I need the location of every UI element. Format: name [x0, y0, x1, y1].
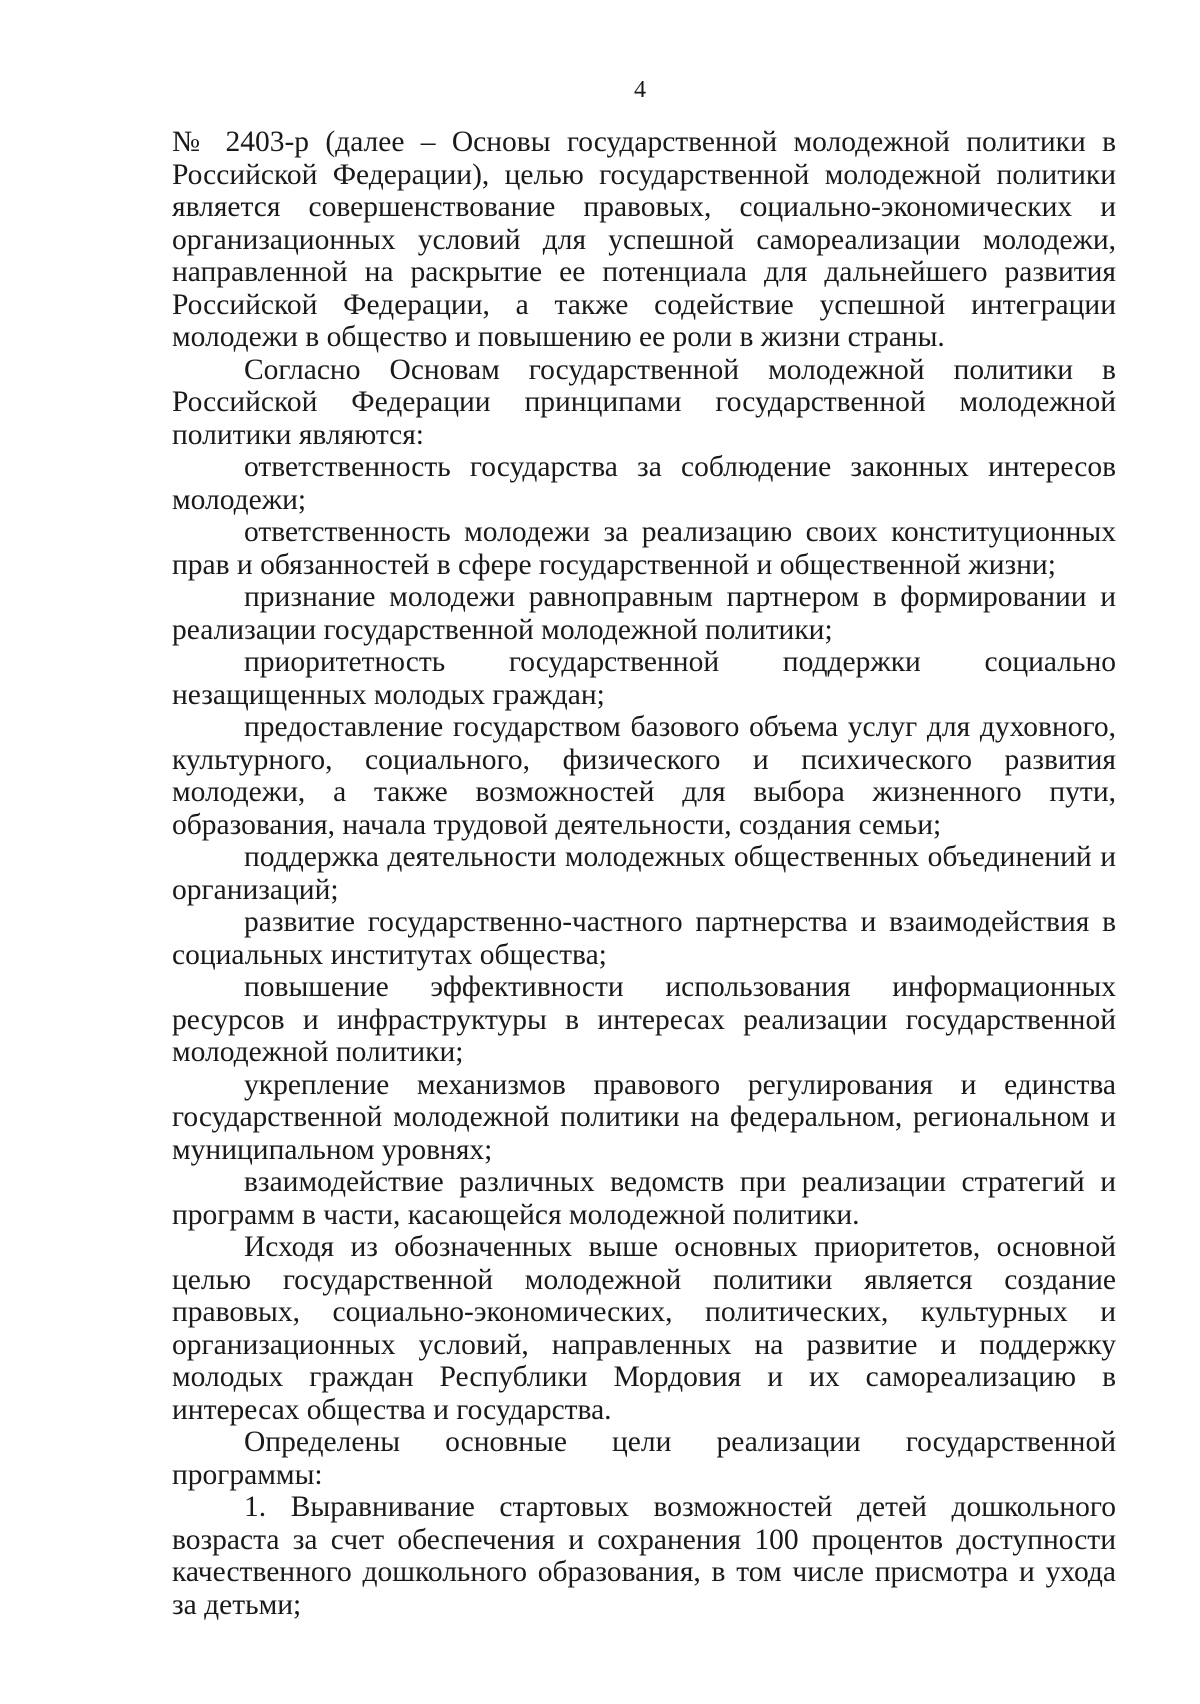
- principle-item: поддержка деятельности молодежных общественных объединений и организаций;: [172, 841, 1116, 906]
- principle-item: признание молодежи равноправным партнером в формировании и реализации государственной молодежной политики;: [172, 581, 1116, 646]
- principle-item: повышение эффективности использования информационных ресурсов и инфраструктуры в интересах реализации государственной молодежной политики;: [172, 971, 1116, 1068]
- paragraph: № 2403-р (далее – Основы государственной молодежной политики в Российской Федерации), целью государственной молодежной политики является совершенствование правовых, социально-экономических и организационных условий для успешной самореализации молодежи, направленной на раскрытие ее потенциала для дальнейшего развития Российской Федерации, а также содействие успешной интеграции молодежи в общество и повышению ее роли в жизни страны.: [172, 126, 1116, 353]
- principle-item: предоставление государством базового объема услуг для духовного, культурного, социального, физического и психического развития молодежи, а также возможностей для выбора жизненного пути, образования, начала трудовой деятельности, создания семьи;: [172, 711, 1116, 841]
- paragraph: Определены основные цели реализации государственной программы:: [172, 1426, 1116, 1491]
- page-number: 4: [634, 77, 646, 103]
- paragraph: Согласно Основам государственной молодежной политики в Российской Федерации принципами государственной молодежной политики являются:: [172, 353, 1116, 451]
- principle-item: взаимодействие различных ведомств при реализации стратегий и программ в части, касающейся молодежной политики.: [172, 1166, 1116, 1231]
- body-text: [172, 126, 1116, 1621]
- principle-item: ответственность государства за соблюдение законных интересов молодежи;: [172, 451, 1116, 516]
- goal-item: 1. Выравнивание стартовых возможностей детей дошкольного возраста за счет обеспечения и сохранения 100 процентов доступности качественного дошкольного образования, в том числе присмотра и ухода за детьми;: [172, 1491, 1116, 1621]
- paragraph: Исходя из обозначенных выше основных приоритетов, основной целью государственной молодежной политики является создание правовых, социально-экономических, политических, культурных и организационных условий, направленных на развитие и поддержку молодых граждан Республики Мордовия и их самореализацию в интересах общества и государства.: [172, 1231, 1116, 1426]
- principle-item: укрепление механизмов правового регулирования и единства государственной молодежной политики на федеральном, региональном и муниципальном уровнях;: [172, 1068, 1116, 1166]
- principle-item: приоритетность государственной поддержки социально незащищенных молодых граждан;: [172, 646, 1116, 711]
- principle-item: развитие государственно-частного партнерства и взаимодействия в социальных институтах общества;: [172, 906, 1116, 971]
- principle-item: ответственность молодежи за реализацию своих конституционных прав и обязанностей в сфере государственной и общественной жизни;: [172, 516, 1116, 581]
